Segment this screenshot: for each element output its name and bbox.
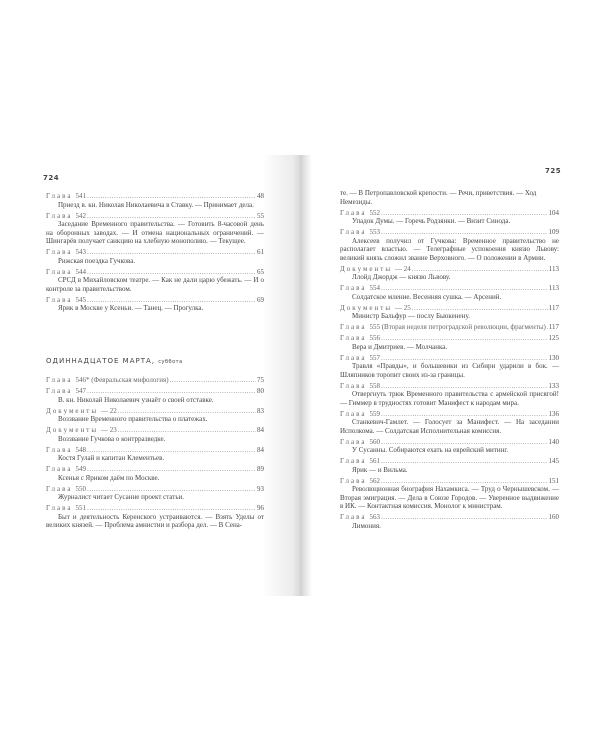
toc-entry: [46, 296, 264, 313]
entry-description: Солдатское мление. Весенняя сушка. — Арсений.: [352, 292, 502, 301]
entry-number: 542: [75, 211, 86, 220]
entry-page: 104: [548, 208, 559, 217]
entry-page: 133: [548, 381, 559, 390]
toc-entry-heading: [340, 354, 559, 363]
entry-description: Журналист читает Сусанне проект статьи.: [58, 493, 185, 501]
entry-number: 558: [369, 381, 380, 390]
toc-entry: [46, 407, 264, 424]
entry-number: 559: [369, 409, 380, 418]
toc-entry-heading: [340, 477, 559, 486]
toc-entry: [340, 228, 559, 262]
entry-label: Глава: [46, 387, 73, 395]
toc-entry-heading: [340, 304, 559, 313]
entry-label: Глава: [340, 323, 367, 331]
section-title: ОДИННАДЦАТОЕ МАРТА,: [46, 356, 155, 365]
dot-leader: [381, 209, 548, 218]
entry-description: Алексеев получил от Гучкова: Временное правительство не располагает властью. — Телеграфные успокоения князю Львову: великий князь сложил звание Верховного. — О положении в Армии.: [340, 236, 559, 262]
toc-entry: [46, 387, 264, 404]
dot-leader: [118, 407, 256, 416]
toc-entry-heading: [340, 323, 559, 332]
dot-leader: [118, 426, 256, 435]
entry-label: Глава: [340, 437, 367, 446]
dot-leader: [547, 323, 548, 332]
entry-number: 543: [75, 248, 86, 256]
entry-page: 55: [257, 211, 264, 220]
toc-group-before: [46, 192, 264, 313]
dot-leader: [87, 465, 256, 474]
toc-entry: [46, 248, 264, 265]
entry-page: 83: [257, 406, 264, 415]
toc-entry-heading: [46, 485, 264, 494]
dot-leader: [87, 212, 256, 221]
entry-description: Отвергнуть трюк Временного правительства с армейской присягой! — Гиммер в трудностях готовит Манифест к народам мира.: [340, 390, 559, 407]
toc-entry-heading: [46, 376, 264, 385]
toc-entry-heading: [46, 426, 264, 435]
toc-entry: [340, 334, 559, 351]
entry-description: Ллойд Джордж — князю Львову.: [352, 273, 451, 281]
entry-page: 151: [548, 476, 559, 485]
toc-entry: [340, 410, 559, 436]
section-day: суббота: [158, 358, 183, 365]
toc-entry-heading: [340, 457, 559, 466]
entry-description: Быт и деятельность Керенского устраиваются. — Взять Уделы от великих князей. — Проблема амнистии и разбора дел. — В Сена-: [46, 512, 264, 529]
dot-leader: [381, 382, 548, 391]
entry-label: Глава: [340, 476, 367, 485]
dot-leader: [87, 296, 256, 305]
entry-label: Глава: [46, 267, 73, 276]
entry-number: 545: [75, 295, 86, 304]
entry-label: Глава: [340, 457, 367, 465]
entry-number: — 25: [395, 303, 411, 312]
entry-description: Рижская поездка Гучкова.: [58, 256, 136, 265]
entry-number: 548: [75, 445, 86, 454]
dot-leader: [381, 284, 548, 293]
entry-label: Документы: [340, 264, 393, 273]
entry-description: Приезд в. кн. Николая Николаевича в Ставку. — Принимает дела.: [58, 200, 254, 209]
entry-description: Ксенья с Яриком даём по Москве.: [58, 473, 160, 482]
entry-description: Станкевич-Гамлет. — Голосует за Манифест. — На заседании Исполкома. — Солдатская Исполнительная комиссия.: [340, 418, 559, 435]
toc-entry-heading: [340, 284, 559, 293]
entry-description: Заседание Временного правительства. — Готовить 8-часовой день на оборонных заводах. — И отмена национальных ограничений. — Шингарёв получает санкцию на хлебную монополию. — Текущее.: [46, 220, 264, 245]
toc-entry-heading: [46, 407, 264, 416]
entry-number: 551: [75, 504, 86, 512]
entry-number: 549: [75, 465, 86, 473]
entry-page: 130: [548, 353, 559, 362]
entry-number: 547: [75, 387, 86, 395]
entry-number: 561: [369, 457, 380, 465]
entry-label: Глава: [340, 381, 367, 390]
entry-label: Глава: [340, 228, 367, 236]
entry-label: Глава: [46, 465, 73, 473]
dot-leader: [381, 438, 548, 447]
toc-entry-heading: [340, 228, 559, 237]
entry-number: 555 (Вторая неделя петроградской революции, фрагменты): [369, 323, 546, 331]
entry-label: Глава: [340, 208, 367, 217]
entry-number: — 24: [395, 264, 411, 273]
toc-entry-heading: [46, 212, 264, 221]
dot-leader: [381, 477, 548, 486]
section-heading: [46, 357, 264, 367]
toc-entry: [340, 304, 559, 321]
entry-label: Глава: [46, 248, 73, 256]
entry-number: 541: [75, 192, 86, 200]
entry-description: Революционная биография Нахамкиса. — Труд о Чернышевском. — Вторая эмиграция. — Дела в Союзе Городов. — Уверенное выдвижение в ИК. — Контактная комиссия. Монолог к министрам.: [340, 485, 559, 510]
entry-label: Глава: [46, 211, 73, 220]
entry-description: Вера и Дмитриев. — Молчанка.: [352, 342, 448, 351]
entry-label: Документы: [340, 303, 393, 312]
entry-page: 140: [548, 437, 559, 446]
dot-leader: [87, 504, 256, 513]
entry-label: Глава: [340, 353, 367, 362]
entry-page: 61: [257, 248, 264, 256]
toc-group-after: [46, 376, 264, 530]
toc-entry-heading: [46, 192, 264, 201]
entry-description: СРСД в Михайловском театре. — Как не дали царю убежать. — И о контроле за правительством.: [46, 276, 264, 293]
dot-leader: [412, 304, 548, 313]
entry-label: Глава: [340, 513, 367, 521]
dot-leader: [87, 268, 256, 277]
toc-entry: [340, 477, 559, 511]
entry-description: Упадок Думы. — Горечь Родзянки. — Визит Синода.: [352, 217, 511, 225]
entry-number: 557: [369, 353, 380, 362]
entry-label: Глава: [46, 484, 73, 493]
entry-page: 113: [548, 264, 559, 273]
entry-page: 113: [548, 284, 559, 292]
toc-entry: [46, 504, 264, 530]
entry-label: Глава: [46, 376, 73, 384]
toc-entry-heading: [340, 513, 559, 522]
entry-number: 563: [369, 513, 380, 521]
entry-page: 109: [548, 228, 559, 236]
dot-leader: [87, 387, 256, 396]
entry-page: 117: [548, 303, 559, 312]
toc-entry: [46, 426, 264, 443]
dot-leader: [381, 513, 548, 522]
dot-leader: [381, 354, 548, 363]
toc-entry-heading: [340, 209, 559, 218]
toc-entry: [46, 485, 264, 502]
toc-entry-heading: [340, 382, 559, 391]
toc-entry: [46, 192, 264, 209]
toc-entry-heading: [340, 334, 559, 343]
entry-description: Лимония.: [352, 521, 381, 530]
entry-page: 65: [257, 267, 264, 276]
toc-entry-heading: [46, 446, 264, 455]
left-page-gutter-shadow: [262, 155, 300, 596]
entry-label: Документы: [46, 406, 99, 415]
entry-page: 84: [257, 445, 264, 454]
toc-group-right: [340, 209, 559, 531]
toc-entry: [340, 265, 559, 282]
entry-label: Глава: [46, 295, 73, 304]
continued-description: те. — В Петропавловской крепости. — Речи, приветствия. — Ход Немезиды.: [340, 189, 537, 206]
entry-description: Костя Гулай и капитан Клементьев.: [58, 454, 165, 462]
entry-page: 136: [548, 409, 559, 418]
entry-number: — 23: [101, 426, 117, 434]
entry-number: 546* (Февральская мифология): [75, 376, 169, 384]
entry-description: Ярик — и Вильма.: [352, 465, 408, 474]
entry-page: 69: [257, 295, 264, 304]
toc-entry-heading: [46, 504, 264, 513]
entry-page: 125: [548, 334, 559, 342]
toc-entry: [340, 382, 559, 408]
toc-entry: [340, 323, 559, 332]
right-page-number: 725: [545, 167, 562, 175]
right-page-gutter-shadow: [300, 155, 312, 596]
dot-leader: [381, 228, 548, 237]
left-page-toc: [46, 192, 264, 532]
toc-entry-heading: [340, 410, 559, 419]
entry-page: 89: [257, 465, 264, 473]
toc-entry: [46, 212, 264, 246]
dot-leader: [87, 248, 256, 257]
dot-leader: [381, 457, 548, 466]
toc-entry: [46, 268, 264, 294]
toc-entry-heading: [46, 296, 264, 305]
toc-entry: [46, 446, 264, 463]
dot-leader: [170, 376, 256, 385]
dot-leader: [381, 410, 548, 419]
entry-description: Воззвание Гучкова о контрразведке.: [58, 434, 166, 443]
entry-label: Глава: [340, 284, 367, 292]
entry-page: 84: [257, 426, 264, 434]
entry-page: 117: [548, 323, 559, 331]
entry-number: 544: [75, 267, 86, 276]
toc-entry-heading: [340, 265, 559, 274]
toc-entry: [340, 438, 559, 455]
entry-page: 80: [257, 387, 264, 395]
entry-page: 75: [257, 376, 264, 384]
dot-leader: [381, 334, 548, 343]
entry-label: Глава: [340, 334, 367, 342]
toc-entry: [46, 376, 264, 385]
toc-entry-heading: [46, 387, 264, 396]
dot-leader: [87, 446, 256, 455]
toc-entry: [340, 354, 559, 380]
entry-label: Глава: [340, 409, 367, 418]
entry-description: Воззвание Временного правительства о платежах.: [58, 415, 208, 423]
entry-description: У Сусанны. Собираются ехать на еврейский митинг.: [352, 446, 509, 454]
dot-leader: [412, 265, 548, 274]
toc-entry: [340, 284, 559, 301]
entry-label: Глава: [46, 192, 73, 200]
entry-page: 145: [548, 457, 559, 465]
entry-number: 550: [75, 484, 86, 493]
entry-page: 160: [548, 513, 559, 521]
entry-number: 562: [369, 476, 380, 485]
entry-description: Ярик в Москве у Ксеньи. — Танец. — Прогулка.: [58, 304, 204, 312]
dot-leader: [87, 192, 256, 201]
toc-entry-heading: [46, 268, 264, 277]
entry-label: Документы: [46, 426, 99, 434]
toc-entry-heading: [340, 438, 559, 447]
entry-number: 552: [369, 208, 380, 217]
entry-description: Министр Бальфур — послу Бьюкенену.: [352, 312, 470, 320]
toc-entry: [340, 513, 559, 530]
entry-number: — 22: [101, 406, 117, 415]
entry-number: 554: [369, 284, 380, 292]
right-page-toc: [340, 189, 559, 533]
entry-number: 553: [369, 228, 380, 236]
entry-label: Глава: [46, 445, 73, 454]
entry-description: В. кн. Николай Николаевич узнаёт о своей отставке.: [58, 395, 214, 404]
toc-entry: [340, 457, 559, 474]
entry-page: 93: [257, 484, 264, 493]
dot-leader: [87, 485, 256, 494]
toc-entry-heading: [46, 248, 264, 257]
toc-entry: [46, 465, 264, 482]
left-page-number: 724: [43, 174, 60, 182]
entry-page: 48: [257, 192, 264, 200]
entry-page: 96: [257, 504, 264, 512]
entry-number: 560: [369, 437, 380, 446]
toc-entry-heading: [46, 465, 264, 474]
entry-number: 556: [369, 334, 380, 342]
toc-entry: [340, 209, 559, 226]
entry-label: Глава: [46, 504, 73, 512]
entry-description: Травля «Правды», и большевики из Сибири ударили в бок. — Шляпников торопит своих из-за границы.: [340, 362, 559, 379]
